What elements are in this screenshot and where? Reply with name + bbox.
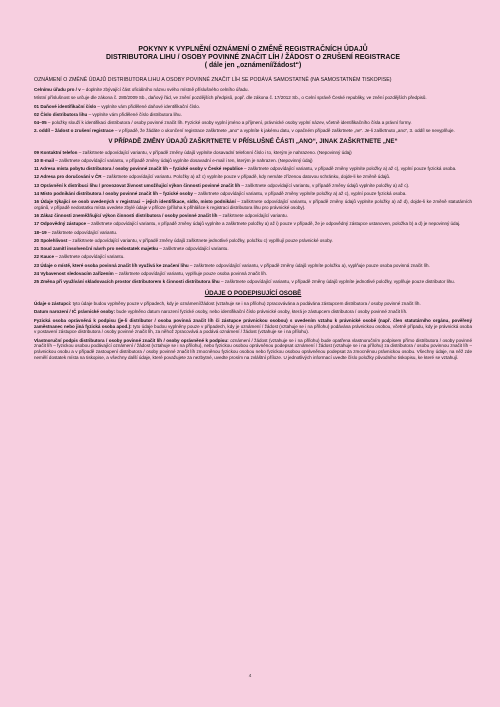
instruction-paragraph: [34, 95, 472, 101]
instruction-label: 2. oddíl – žádost o zrušení registrace: [34, 128, 114, 134]
instruction-paragraph: [34, 246, 472, 252]
instruction-text: tyto údaje budou vyplněny pouze v případech, kdy je oznámení / žádost (vztahuje se i na přílohu) podávána právnickou osobou, včetně případu, kdy je právnická osoba v postavení zástupce distributora / osoby povinné značit líh, za něhož zpracovává a podává oznámení / žádost (vztahuje se i na přílohu).: [34, 323, 472, 335]
instruction-label: 25 Změna při využívání skladovacích prostor distributorem k činnosti distributora lihu: [34, 278, 220, 284]
instruction-paragraph: [34, 271, 472, 277]
instruction-paragraph: [34, 191, 472, 197]
instruction-paragraph: [34, 174, 472, 180]
instruction-text: – zaškrtnete odpovídající variantu, v případě změny údajů vyplníte položku a), vyplňuje pouze osoba povinná značit líh.: [188, 262, 430, 268]
instruction-label: 09 Kontaktní telefon: [34, 149, 78, 155]
instruction-paragraph: [34, 166, 472, 172]
instruction-text: – zaškrtnete odpovídající variantu.: [158, 246, 229, 252]
instruction-label: 04–05: [34, 120, 47, 126]
instruction-text: – zaškrtnete odpovídající variantu, v případě změny údajů vyplníte a zaškrtnete položky a) až i) pouze v případě, že je odpovědný zástupce ustanoven, položka b) a d) je nepovinný údaj.: [86, 221, 461, 227]
instruction-label: Datum narození / IČ právnické osoby:: [34, 309, 116, 315]
instruction-paragraph: [34, 104, 472, 110]
title-line-1: POKYNY K VYPLNĚNÍ OZNÁMENÍ O ZMĚNĚ REGISTRAČNÍCH ÚDAJŮ: [138, 46, 368, 53]
instruction-text: – vyplníte vám přidělené daňové identifikační číslo.: [96, 103, 201, 109]
document-page: [34, 46, 472, 676]
section-general: [34, 87, 472, 134]
instruction-text: bude vyplněno datum narození fyzické osoby, nebo identifikační číslo právnické osoby, která je zástupcem distributora / osoby povinné značit líh.: [115, 309, 408, 315]
section-signatory: [34, 301, 472, 361]
document-title: [34, 46, 472, 71]
instruction-label: 16 Údaje týkající se osob uvedených v registraci – jejich identifikace, sídlo, místo podnikání: [34, 199, 236, 205]
instruction-paragraph: [34, 254, 472, 260]
instruction-text: – zaškrtnete odpovídající variantu. Položky a) až c) vyplníte pouze v případě, kdy nemáte zřízenou datovou schránku, dojde-li ke změně údajů.: [101, 174, 391, 180]
instruction-label: 22 Kauce: [34, 254, 54, 260]
section-changes: [34, 150, 472, 285]
instruction-label: Fyzická osoba oprávněná k podpisu (je-li distributor / osoba povinná značit líh či zástupce právnickou osobou) s uvedením vztahu k právnické osobě (např. člen statutárního orgánu, pověřený zaměstnanec nebo jiná fyzická osoba apod.):: [34, 317, 472, 329]
instruction-text: – položky slouží k identifikaci distributora / osoby povinné značit líh. Fyzické osoby vyplní jméno a příjmení, právnické osoby vyplní název, včetně identifikačního čísla a právní formy.: [46, 120, 412, 126]
instruction-paragraph: [34, 128, 472, 134]
instruction-label: 12 Adresa pro doručování v ČR: [34, 174, 102, 180]
instruction-paragraph: [34, 279, 472, 285]
instruction-label: 18–19: [34, 229, 47, 235]
instruction-paragraph: [34, 263, 472, 269]
instruction-text: – zaškrtnete odpovídající variantu.: [217, 213, 288, 219]
instruction-text: – vyplníte vám přidělené číslo distributora lihu.: [87, 111, 182, 117]
title-line-2: DISTRIBUTORA LIHU / OSOBY POVINNÉ ZNAČIT LÍH / ŽÁDOST O ZRUŠENÍ REGISTRACE: [106, 54, 400, 62]
instruction-paragraph: [34, 221, 472, 227]
instruction-text: – zaškrtnete odpovídající variantu, v případě změny údajů zaškrtnete jednotlivé položky, položku c) vyplňují pouze právnické osoby.: [67, 237, 333, 243]
instruction-text: Místní příslušnost se určuje dle zákona č. 280/2009 Sb., daňový řád, ve znění pozdějších předpisů, popř. dle zákona č. 17/2012 Sb., o Celní správě České republiky, ve znění pozdějších předpisů.: [34, 95, 427, 101]
instruction-paragraph: [34, 183, 472, 189]
instruction-text: – zaškrtnete odpovídající variantu, vyplňuje pouze osoba povinná značit líh.: [113, 270, 268, 276]
intro-text: OZNÁMENÍ O ZMĚNĚ ÚDAJŮ DISTRIBUTORA LIHU A OSOBY POVINNÉ ZNAČIT LÍH SE PODÁVÁ SAMOSTATNĚ (NA SAMOSTATNÉM TISKOPISE): [34, 76, 392, 83]
instruction-text: – doplníte zbývající část oficiálního názvu svého místně příslušného celního úřadu.: [80, 87, 249, 93]
instruction-label: 17 Odpovědný zástupce: [34, 221, 87, 227]
instruction-label: Údaje o zástupci:: [34, 301, 72, 307]
section-heading-changes: V PŘÍPADĚ ZMĚNY ÚDAJŮ ZAŠKRTNETE V PŘÍSLUŠNÉ ČÁSTI „ANO“, JINAK ZAŠKRTNETE „NE“: [108, 138, 398, 146]
instruction-paragraph: [34, 199, 472, 211]
instruction-paragraph: [34, 318, 472, 336]
instruction-text: – zaškrtnete odpovídající variantu, v případě změny údajů vyplníte položky a) až c).: [240, 182, 410, 188]
instruction-paragraph: [34, 150, 472, 156]
instruction-label: 02 Číslo distributora lihu: [34, 111, 88, 117]
instruction-label: 20 Spolehlivost: [34, 237, 68, 243]
instruction-paragraph: [34, 238, 472, 244]
page-number: 4: [248, 673, 252, 678]
instruction-paragraph: [34, 158, 472, 164]
instruction-paragraph: [34, 338, 472, 361]
instruction-label: 11 Adresa místa pobytu distributora / osoby povinné značit líh – fyzické osoby v České republice: [34, 166, 243, 172]
instruction-label: Celnímu úřadu pro / v: [34, 87, 81, 93]
instruction-label: 13 Oprávnění k distribuci lihu / provozovat živnost umožňující výkon činnosti povinné značit líh: [34, 182, 241, 188]
instruction-paragraph: [34, 213, 472, 219]
instruction-text: – zaškrtnete odpovídající variantu, v případě změny údajů vyplníte položky a) až d), dojde-li ke změně statutárních orgánů, v případě nedostatku místa uvedete zbylé údaje v příloze (příloha k přihlášce k registraci distributora lihu pro právnické osoby).: [34, 199, 473, 210]
instruction-text: – zaškrtnete odpovídající variantu.: [46, 229, 118, 235]
instruction-paragraph: [34, 230, 472, 236]
instruction-label: 14 Místo podnikání distributora / osoby povinné značit líh – fyzické osoby: [34, 190, 193, 196]
section-heading-signatory: ÚDAJE O PODEPISUJÍCÍ OSOBĚ: [204, 289, 302, 297]
instruction-label: Vlastnoruční podpis distributora / osoby povinné značit líh / osoby oprávněné k podpisu:: [34, 337, 229, 343]
instruction-label: 24 Vybavenost sledovacím zařízením: [34, 270, 114, 276]
title-line-3: ( dále jen „oznámení/žádost“): [204, 62, 302, 70]
instruction-text: – zaškrtnete odpovídající variantu, v případě změny údajů vyplníte dosavadní e-mail i ten, kterým je nahrazen. (Nepovinný údaj): [53, 157, 313, 163]
instruction-paragraph: [34, 301, 472, 307]
instruction-text: – zaškrtnete odpovídající variantu, v případě změny údajů vyplníte jednotlivé položky, vyplňuje pouze distributor lihu.: [219, 278, 455, 284]
instruction-text: – zaškrtnete odpovídající variantu, v případě změny vyplníte položky a) až c), vyplní pouze fyzická osoba.: [192, 190, 407, 196]
instruction-text: – zaškrtnete odpovídající variantu, v případě změny údajů vyplníte dosavadní telefonní číslo i to, kterým je nahrazeno. (Nepovinný údaj): [77, 149, 352, 155]
instruction-label: 21 Soud zamítl insolvenční návrh pro nedostatek majetku: [34, 246, 159, 252]
instruction-text: – v případě, že žádáte o ukončení registrace zaškrtnete „ano“ a vyplníte k jakému datu, v opačném případě zaškrtnete „ne“. Je-li zaškrtnuto „ano“, 3. oddíl se nevyplňuje.: [113, 128, 455, 134]
instruction-paragraph: [34, 120, 472, 126]
instruction-label: 23 Údaje o místě, které osoba povinná značit líh využívá ke značení lihu: [34, 262, 189, 268]
instruction-text: tyto údaje budou vyplněny pouze v případech, kdy je oznámení/žádost (vztahuje se i na přílohu) zpracovávána a podávána zástupcem distributora / osoby povinné značit líh.: [71, 301, 421, 307]
instruction-paragraph: [34, 87, 472, 93]
instruction-paragraph: [34, 112, 472, 118]
instruction-label: 01 Daňové identifikační číslo: [34, 103, 97, 109]
instruction-text: oznámení / žádost (vztahuje se i na přílohu) bude opatřena vlastnoručním podpisem přímo distributora / osoby povinné značit líh – fyzickou osobou podávající oznámení / žádost (vztahuje se i na přílohu), nebo fyzickou osobou oprávněnou podepsat oznámení / žádost (vztahuje se i na přílohu) za distributora / osobu povinnou značit líh – právnickou osobu a v případě zastoupení distributora / osoby povinné značit líh zmocněnou fyzickou osobou nebo fyzickou osobou oprávněnou podepsat za zmocněnou právnickou osobu. Všechny údaje, na něž zde nemělí dostatek místa na tiskopise, a všechny další údaje, které považujete za nezbytné, uvedte prosím na zvláštní příloze. U jednotlivých informací uvedte číslo položky původního tiskopisu, ke které se vztahují.: [34, 337, 472, 361]
instruction-text: – zaškrtnete odpovídající variantu, v případě změny vyplníte položky a) až c), vyplní pouze fyzická osoba.: [242, 166, 457, 172]
instruction-paragraph: [34, 309, 472, 315]
instruction-label: 10 E-mail: [34, 157, 54, 163]
instruction-text: – zaškrtnete odpovídající variantu.: [53, 254, 125, 260]
instruction-label: 16 Zákaz činnosti zneměžňující výkon činnosti distributora / osoby povinné značit líh: [34, 213, 218, 219]
